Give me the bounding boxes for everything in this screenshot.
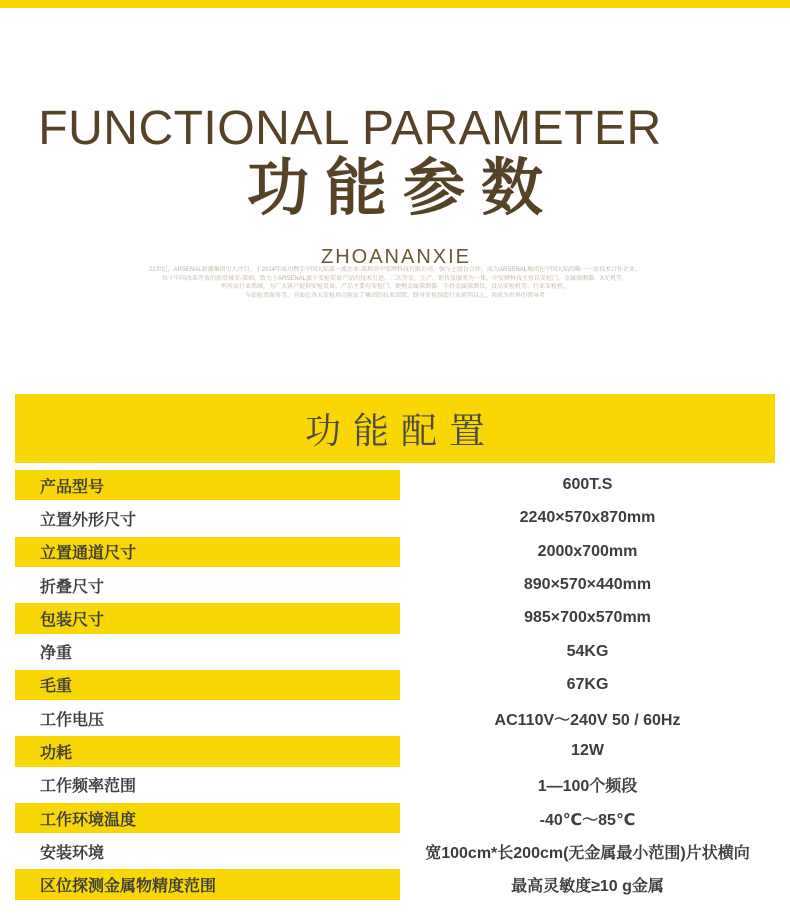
table-row [15,869,775,899]
intro-line: 恒河众行业领域，为广大客户提供安检设备，产品主要有安检门、便携金属探测器、手持金属探测仪、食品安检机等、行业安检机， [220,284,569,290]
page-title-english: FUNCTIONAL PARAMETER [38,102,662,155]
spec-label-cell: 区位探测金属物精度范围 [15,869,400,899]
spec-value-cell: 54KG [566,642,609,660]
table-row [15,537,775,567]
table-row [15,803,775,833]
spec-label-cell: 工作频率范围 [15,770,400,800]
spec-value-cell: 600T.S [562,476,613,494]
spec-value-cell: AC110V～240V 50 / 60Hz [494,711,681,729]
spec-label-cell: 产品型号 [15,470,400,500]
spec-label-cell: 安装环境 [15,836,400,866]
top-divider-bar [0,0,790,8]
spec-label-cell: 包装尺寸 [15,603,400,633]
spec-label-cell: 立置外形尺寸 [15,503,400,533]
table-row [15,570,775,600]
brand-name: ZHOANANXIE [320,246,472,268]
spec-value-cell: -40℃～85℃ [539,811,636,829]
table-row [15,736,775,766]
table-row [15,670,775,700]
spec-label-cell: 毛重 [15,670,400,700]
intro-paragraph [0,266,790,300]
spec-value-cell: 12W [571,742,604,760]
spec-label-cell: 立置通道尺寸 [15,537,400,567]
table-row [15,770,775,800]
table-row [15,503,775,533]
intro-line: 21世纪，ARSENAL新潮集团引人注目，于2014年成功携手中国大陆第一流企业-深圳市中安额科技有限公司，强与上股份合作，成为ARSENAL集团在中国大陆的唯一一家技术合作企业， [148,267,642,273]
intro-line: 位于中国改革开放的前沿城市-深圳，致力于ARSENAL旗下安检装备产品的技术引进、二次开发、生产、销售及服务为一体，中安额科技主营以安检门、金属探测器、X光机等， [161,275,628,282]
spec-label-cell: 折叠尺寸 [15,570,400,600]
table-row [15,703,775,733]
spec-table [15,470,775,903]
spec-label-cell: 工作环境温度 [15,803,400,833]
spec-value-cell: 890×570×440mm [523,576,652,594]
spec-label-cell: 净重 [15,636,400,666]
spec-value-cell: 宽100cm*长200cm(无金属最小范围)片状横向 [425,844,750,862]
spec-label-cell: 工作电压 [15,703,400,733]
table-row [15,603,775,633]
spec-value-cell: 2240×570x870mm [519,509,656,527]
section-banner [15,394,775,463]
spec-value-cell: 67KG [566,675,609,693]
spec-value-cell: 1—100个频段 [537,778,638,796]
table-row [15,470,775,500]
table-row [15,636,775,666]
section-banner-title: 功能配置 [304,410,497,451]
table-row [15,836,775,866]
spec-value-cell: 最高灵敏度≥10 g金属 [511,878,664,896]
page-title-chinese: 功能参数 [246,154,559,223]
intro-line: 车站检票服务等，全面在各大安检场合验证了集团的技术回馈，跻身安检制造行业前列以上，共成为世界的领导者 [244,292,545,299]
spec-label-cell: 功耗 [15,736,400,766]
spec-value-cell: 985×700x570mm [524,609,651,627]
spec-value-cell: 2000x700mm [537,542,638,560]
